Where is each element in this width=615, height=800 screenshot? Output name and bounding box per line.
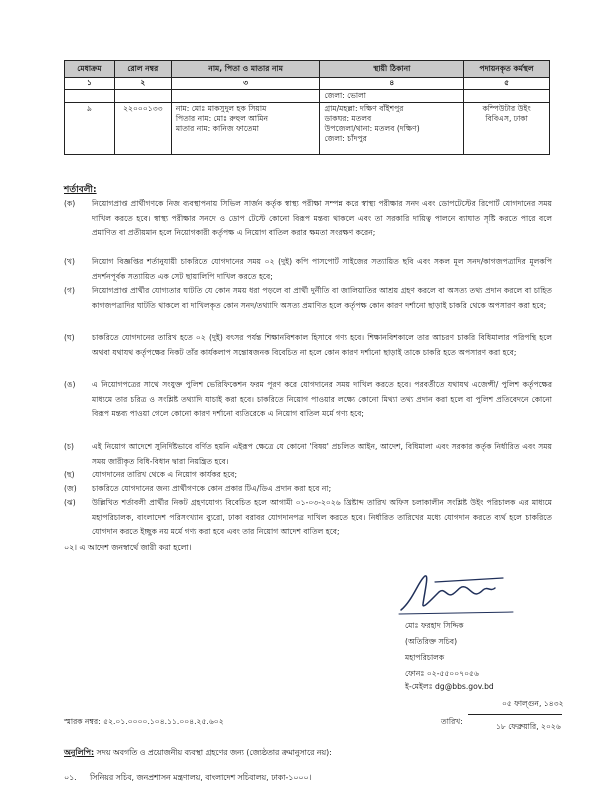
copy-item: সিনিয়র সচিব, জনপ্রশাসন মন্ত্রণালয়, বাংলাদেশ সচিবালয়, ঢাকা-১০০০।	[90, 773, 312, 782]
condition-label: (ঝ)	[64, 498, 76, 507]
father-name: পিতার নাম: মোঃ রুহুল আমিন	[175, 114, 269, 124]
condition-label: (চ)	[64, 442, 75, 451]
name-cell	[171, 103, 320, 155]
condition-item	[64, 468, 552, 483]
condition-text: নিয়োগপ্রাপ্ত প্রার্থীর যোগ্যতার ঘাটতি যে কোন সময় ধরা পড়লে বা প্রার্থী দুর্নীতি বা জালিয়াতির আশ্রয় গ্রহণ করলে বা অসত্য তথ্য প্রদান করলে বা চাহিত কাগজপত্রাদির ঘাটতি থাকলে বা দাখিলকৃত কোন সনদ/তথ্যাদি অসত্য প্রমাণিত হলে কর্তৃপক্ষ কোন কারণ দর্শানো ছাড়াই চাকরি থেকে অপসারণ করা হবে;	[92, 286, 552, 310]
roll-cell: ২২০০০১৩৩	[114, 103, 171, 155]
condition-item	[64, 378, 552, 422]
column-number: ১	[65, 78, 115, 90]
column-number: ৫	[464, 78, 550, 90]
table-row-continued	[65, 90, 550, 103]
condition-text: চাকরিতে যোগদানের জন্য প্রার্থীগণকে কোন প্রকার টিএ/ডিএ প্রদান করা হবে না;	[92, 484, 332, 493]
address-upazila: উপজেলা/থানা: মতলব (দক্ষিণ)	[324, 124, 420, 134]
condition-item	[64, 284, 552, 313]
date-label: তারিখ:	[441, 717, 463, 726]
condition-label: (ঙ)	[64, 380, 76, 389]
condition-item	[64, 331, 552, 360]
condition-item	[64, 440, 552, 469]
signatory-rank: (অতিরিক্ত সচিব)	[405, 637, 458, 646]
address-village: গ্রাম/মহল্লা: দক্ষিণ বাঁইশপুর	[324, 104, 404, 114]
condition-text: নিয়োগ বিজ্ঞপ্তির শর্তানুযায়ী চাকরিতে যোগদানের সময় ০২ (দুই) কপি পাসপোর্ট সাইজের সত্যায়িত ছবি এবং সকল মূল সনদ/কাগজপত্রাদির মূলকপি প্রদর্শনপূর্বক সত্যায়িত এক সেট ছায়ালিপি দাখিল করতে হবে;	[92, 257, 552, 281]
condition-text: এ নিয়োগপত্রের সাথে সংযুক্ত পুলিশ ভেরিফিকেশন ফরম পূরণ করে যোগদানের সময় দাখিল করতে হবে। পরবর্তীতে যথাযথ এজেন্সী/ পুলিশ কর্তৃপক্ষের মাধ্যমে তার চরিত্র ও সংশ্লিষ্ট তথ্যাদি যাচাই করা হবে। চাকরিতে নিয়োগ পাওয়ার লক্ষ্যে কোনো মিথ্যা তথ্য প্রদান করা হলে বা পুলিশ প্রতিবেদনে কোনো বিরূপ মন্তব্য পাওয়া গেলে কোনো কারণ দর্শানো ব্যতিরেকে এ নিয়োগ বাতিল মর্মে গণ্য হবে;	[92, 380, 552, 418]
signatory-email: ই-মেইলঃ dg@bbs.gov.bd	[405, 682, 494, 691]
prev-row-address: জেলা: ভোলা	[320, 90, 464, 103]
column-number: ৩	[171, 78, 320, 90]
header-address: স্থায়ী ঠিকানা	[320, 61, 464, 78]
signatory-name: মোঃ ফরহাদ সিদ্দিক	[405, 621, 464, 630]
condition-text: চাকরিতে যোগদানের তারিখ হতে ০২ (দুই) বৎসর পর্যন্ত শিক্ষানবিশকাল হিসাবে গণ্য হবে। শিক্ষানবিশকালে তার আচরণ চাকরি বিধিমালার পরিপন্থি হলে অথবা যথাযথ কর্তৃপক্ষের নিকট তাঁর কার্যকলাপ সন্তোষজনক বিবেচিত না হলে কোন কারণ দর্শানো ছাড়াই তাকে চাকরি হতে অপসারণ করা হবে;	[92, 333, 552, 357]
handwritten-signature	[395, 570, 515, 616]
copy-item-number: ০১.	[64, 773, 77, 782]
condition-label: (ক)	[64, 199, 76, 208]
column-number: ২	[114, 78, 171, 90]
address-cell	[320, 103, 464, 155]
candidate-name: নাম: মোঃ মাকসুদুল হক সিয়াম	[175, 104, 267, 114]
condition-item	[64, 197, 552, 241]
posting-cell	[464, 103, 550, 155]
column-number: ৪	[320, 78, 464, 90]
signatory-phone: ফোনঃ ০২-৫৫০০৭০৫৬	[405, 669, 479, 678]
header-name: নাম, পিতা ও মাতার নাম	[171, 61, 320, 78]
merit-cell: ৯	[65, 103, 115, 155]
condition-text: এই নিয়োগ আদেশে সুনির্দিষ্টভাবে বর্ণিত হয়নি এইরূপ ক্ষেত্রে যে কোনো 'বিষয়' প্রচলিত আইন, আদেশ, বিধিমালা এবং সরকার কর্তৃক নির্ধারিত এবং সময় সময় জারীকৃত বিধি-বিধান দ্বারা নিয়ন্ত্রিত হবে।	[92, 442, 552, 466]
condition-label: (ঘ)	[64, 333, 75, 342]
condition-text: নিয়োগপ্রাপ্ত প্রার্থীগণকে নিজ ব্যবস্থাপনায় সিভিল সার্জন কর্তৃক স্বাস্থ্য পরীক্ষা সম্পন্ন করে স্বাস্থ্য পরীক্ষার সনদ এবং ডোপটেস্টের রিপোর্ট যোগদানের সময় দাখিল করতে হবে। স্বাস্থ্য পরীক্ষার সনদে ও ডোপ টেস্টে কোনো বিরূপ মন্তব্য থাকলে এবং তা সরকারি দায়িত্ব পালনে ব্যাঘাত সৃষ্টি করতে পারে বলে প্রমাণিত বা প্রতীয়মান হলে নিয়োগকারী কর্তৃপক্ষ এ নিয়োগ বাতিল করার ক্ষমতা সংরক্ষণ করেন;	[92, 199, 552, 237]
order-statement: ০২। এ আদেশ জনস্বার্থে জারী করা হলো।	[64, 543, 192, 552]
condition-label: (ছ)	[64, 470, 75, 479]
header-posting: পদায়নকৃত কর্মস্থল	[464, 61, 550, 78]
column-number-row	[65, 78, 550, 90]
table-row	[65, 103, 550, 155]
date-gregorian: ১৮ ফেব্রুয়ারি, ২০২৬	[496, 722, 561, 731]
header-merit: মেধাক্রম	[65, 61, 115, 78]
condition-label: (গ)	[64, 286, 75, 295]
date-divider	[468, 714, 562, 715]
signatory-designation: মহাপরিচালক	[405, 653, 445, 662]
appointment-table	[64, 60, 550, 155]
memo-number: স্মারক নম্বর: ৫২.০১.০০০০.১০৪.১১.০০৪.২৫.৬০২	[64, 717, 224, 726]
conditions-title: শর্তাবলী:	[64, 185, 97, 195]
condition-item	[64, 496, 552, 540]
copy-label: অনুলিপি:	[64, 748, 95, 757]
address-district: জেলা: চাঁদপুর	[324, 134, 367, 144]
table-header-row	[65, 61, 550, 78]
condition-label: (জ)	[64, 484, 77, 493]
date-bangla: ০৫ ফাল্গুন, ১৪৩২	[502, 699, 564, 708]
condition-label: (খ)	[64, 257, 75, 266]
posting-office: বিবিএস, ঢাকা	[485, 114, 528, 124]
condition-text: উল্লিখিত শর্তাবলী প্রার্থীর নিকট গ্রহণযোগ্য বিবেচিত হলে আগামী ০১-০৩-২০২৬ খ্রিষ্টাব্দ তারিখ অফিস চলাকালীন সংশ্লিষ্ট উইং পরিচালক এর মাধ্যমে মহাপরিচালক, বাংলাদেশ পরিসংখ্যান ব্যুরো, ঢাকা বরাবর যোগদানপত্র দাখিল করতে হবে। নির্ধারিত তারিখের মধ্যে যোগদান করতে ব্যর্থ হলে চাকরিতে যোগদান করতে ইচ্ছুক নয় মর্মে গণ্য করা হবে এবং তার নিয়োগ আদেশ বাতিল হবে;	[92, 498, 552, 536]
condition-item	[64, 255, 552, 284]
condition-text: যোগদানের তারিখ থেকে এ নিয়োগ কার্যকর হবে;	[92, 470, 238, 479]
address-post: ডাকঘর: মতলব	[324, 114, 372, 124]
copy-text: সদয় অবগতি ও প্রয়োজনীয় ব্যবস্থা গ্রহণের জন্য (জ্যেষ্ঠতার ক্রমানুসারে নয়):	[96, 748, 332, 757]
posting-wing: কম্পিউটার উইং	[482, 104, 531, 114]
header-roll: রোল নম্বর	[114, 61, 171, 78]
condition-item	[64, 482, 552, 497]
copy-heading	[64, 747, 332, 760]
mother-name: মাতার নাম: কানিজ ফাতেমা	[175, 124, 259, 134]
